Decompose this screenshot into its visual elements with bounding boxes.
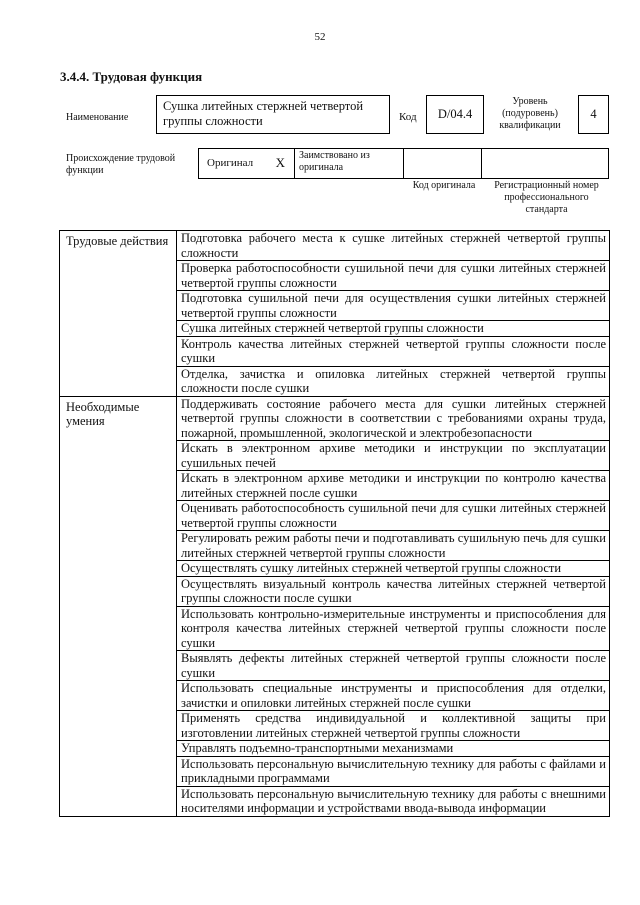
origin-row xyxy=(198,148,610,179)
original-code-caption: Код оригинала xyxy=(412,180,476,191)
category-cell: Необходимые умения xyxy=(60,396,177,816)
item-cell: Подготовка рабочего места к сушке литейных стержней четвертой группы сложности xyxy=(177,231,610,261)
original-cell xyxy=(198,148,295,179)
item-cell: Оценивать работоспособность сушильной печи для сушки литейных стержней четвертой группы сложности xyxy=(177,501,610,531)
page-number: 52 xyxy=(314,31,326,43)
item-cell: Использовать контрольно-измерительные инструменты и приспособления для контроля качества литейных стержней четвертой группы сложности после сушки xyxy=(177,606,610,651)
item-cell: Контроль качества литейных стержней четвертой группы сложности после сушки xyxy=(177,336,610,366)
function-code-field: D/04.4 xyxy=(426,95,484,134)
item-cell: Поддерживать состояние рабочего места для сушки литейных стержней четвертой группы сложности в соответствии с требованиями охраны труда, пожарной, промышленной, экологической и электробезопасности xyxy=(177,396,610,441)
origin-label: Происхождение трудовой функции xyxy=(66,153,176,176)
section-title: 3.4.4. Трудовая функция xyxy=(60,69,203,84)
function-name-field: Сушка литейных стержней четвертой группы сложности xyxy=(156,95,390,134)
original-mark: X xyxy=(275,155,285,170)
item-cell: Осуществлять визуальный контроль качества литейных стержней четвертой группы сложности после сушки xyxy=(177,576,610,606)
item-cell: Применять средства индивидуальной и коллективной защиты при изготовлении литейных стержней четвертой группы сложности xyxy=(177,711,610,741)
original-label: Оригинал xyxy=(207,157,254,169)
borrowed-label: Заимствовано из оригинала xyxy=(294,148,404,179)
table-row xyxy=(60,231,610,261)
name-label: Наименование xyxy=(66,112,129,123)
registration-number-caption: Регистрационный номер профессионального стандарта xyxy=(494,180,599,215)
item-cell: Искать в электронном архиве методики и инструкции по эксплуатации сушильных печей xyxy=(177,441,610,471)
item-cell: Использовать персональную вычислительную технику для работы с файлами и прикладными программами xyxy=(177,756,610,786)
item-cell: Осуществлять сушку литейных стержней четвертой группы сложности xyxy=(177,561,610,577)
qualification-level-field: 4 xyxy=(578,95,609,134)
qualification-level-label: Уровень (подуровень) квалификации xyxy=(499,96,561,131)
item-cell: Использовать персональную вычислительную технику для работы с внешними носителями информации и устройствами ввода-вывода информации xyxy=(177,786,610,816)
registration-number-cell xyxy=(481,148,609,179)
item-cell: Отделка, зачистка и опиловка литейных стержней четвертой группы сложности после сушки xyxy=(177,366,610,396)
table-row xyxy=(60,396,610,441)
item-cell: Подготовка сушильной печи для осуществления сушки литейных стержней четвертой группы сложности xyxy=(177,291,610,321)
item-cell: Регулировать режим работы печи и подготавливать сушильную печь для сушки литейных стержней четвертой группы сложности xyxy=(177,531,610,561)
function-table-body xyxy=(60,231,610,817)
category-cell: Трудовые действия xyxy=(60,231,177,397)
original-code-cell xyxy=(403,148,482,179)
function-table xyxy=(59,230,610,817)
code-label: Код xyxy=(399,111,417,123)
item-cell: Использовать специальные инструменты и приспособления для отделки, зачистки и опиловки литейных стержней после сушки xyxy=(177,681,610,711)
item-cell: Сушка литейных стержней четвертой группы сложности xyxy=(177,321,610,337)
item-cell: Искать в электронном архиве методики и инструкции по контролю качества литейных стержней после сушки xyxy=(177,471,610,501)
item-cell: Проверка работоспособности сушильной печи для сушки литейных стержней четвертой группы сложности xyxy=(177,261,610,291)
item-cell: Выявлять дефекты литейных стержней четвертой группы сложности после сушки xyxy=(177,651,610,681)
item-cell: Управлять подъемно-транспортными механизмами xyxy=(177,741,610,757)
